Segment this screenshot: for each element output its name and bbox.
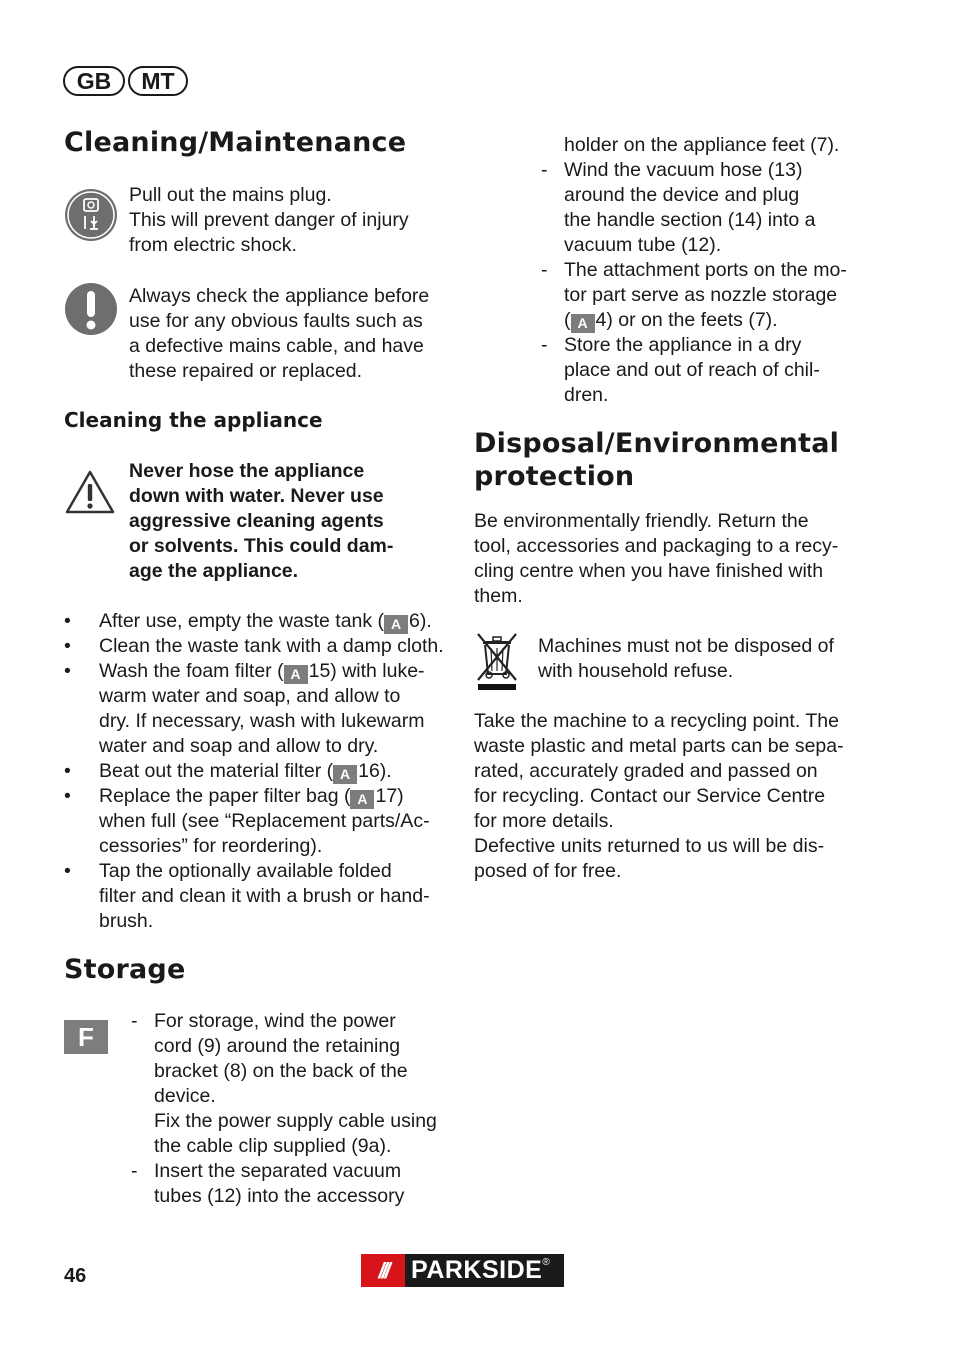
check-appliance-text: Always check the appliance before use for any obvious faults such as a defective mains cable, and have these repaired or replaced.: [129, 285, 430, 382]
list-item: • Wash the foam filter ( A 15) with luke- warm water and soap, and allow to dry. If necessary, wash with lukewarm water and soap and allow to dry.: [64, 659, 454, 759]
page-number: 46: [64, 1265, 87, 1287]
list-item: • Clean the waste tank with a damp cloth.: [64, 634, 454, 659]
list-item: - Store the appliance in a dry place and out of reach of chil- dren.: [539, 333, 869, 408]
logo-brand-text: PARKSIDE: [411, 1256, 543, 1284]
list-item: - The attachment ports on the mo- tor part serve as nozzle storage ( A 4) or on the feets (7).: [539, 258, 869, 333]
recycling-text: Take the machine to a recycling point. The waste plastic and metal parts can be sepa- rated, accurately graded and passed on for recycling. Contact our Service Centre for more details. Defective units returned to us will be dis- posed of for free.: [474, 710, 844, 882]
list-item: - Insert the separated vacuum tubes (12) into the accessory: [129, 1159, 459, 1209]
figure-a-ref: A: [384, 615, 408, 634]
disposal-title: Disposal/Environmental protection: [474, 428, 840, 492]
logo-registered-mark: ®: [542, 1257, 550, 1268]
figure-a-ref: A: [333, 765, 357, 784]
list-item: • After use, empty the waste tank ( A 6).: [64, 609, 454, 634]
cleaning-title: Cleaning/Maintenance: [64, 127, 407, 158]
lang-mt-badge: MT: [128, 66, 188, 96]
storage-steps-continued-list: [539, 133, 869, 408]
figure-f-badge: F: [64, 1020, 108, 1054]
household-refuse-text: Machines must not be disposed of with household refuse.: [538, 635, 834, 682]
exclamation-icon: [65, 283, 117, 335]
figure-a-ref: A: [571, 314, 595, 333]
crossed-bin-icon: [474, 630, 520, 692]
unplug-text: Pull out the mains plug. This will prevent danger of injury from electric shock.: [129, 184, 409, 256]
list-item: • Tap the optionally available folded filter and clean it with a brush or hand- brush.: [64, 859, 454, 934]
list-item: • Beat out the material filter ( A 16).: [64, 759, 454, 784]
parkside-logo: [361, 1254, 564, 1287]
cleaning-appliance-subtitle: Cleaning the appliance: [64, 408, 323, 432]
list-item: - For storage, wind the power cord (9) around the retaining bracket (8) on the back of the device. Fix the power supply cable using the cable clip supplied (9a).: [129, 1009, 459, 1159]
warning-triangle-icon: [64, 468, 116, 516]
list-item: - Wind the vacuum hose (13) around the device and plug the handle section (14) into a vacuum tube (12).: [539, 158, 869, 258]
lang-gb-badge: GB: [63, 66, 125, 96]
hose-warning-text: Never hose the appliance down with water. Never use aggressive cleaning agents or solvents. This could dam- age the appliance.: [129, 460, 394, 582]
storage-title: Storage: [64, 954, 186, 985]
logo-slashes: ///: [361, 1254, 405, 1287]
disposal-intro-text: Be environmentally friendly. Return the tool, accessories and packaging to a recy- cling centre when you have finished with them.: [474, 510, 839, 607]
list-item-continued: holder on the appliance feet (7).: [564, 134, 840, 156]
unplug-icon: [65, 189, 117, 241]
storage-steps-list: [129, 1009, 459, 1209]
figure-a-ref: A: [350, 790, 374, 809]
cleaning-steps-list: [64, 609, 454, 934]
list-item: • Replace the paper filter bag ( A 17) when full (see “Replacement parts/Ac- cessories” for reordering).: [64, 784, 454, 859]
figure-a-ref: A: [284, 665, 308, 684]
